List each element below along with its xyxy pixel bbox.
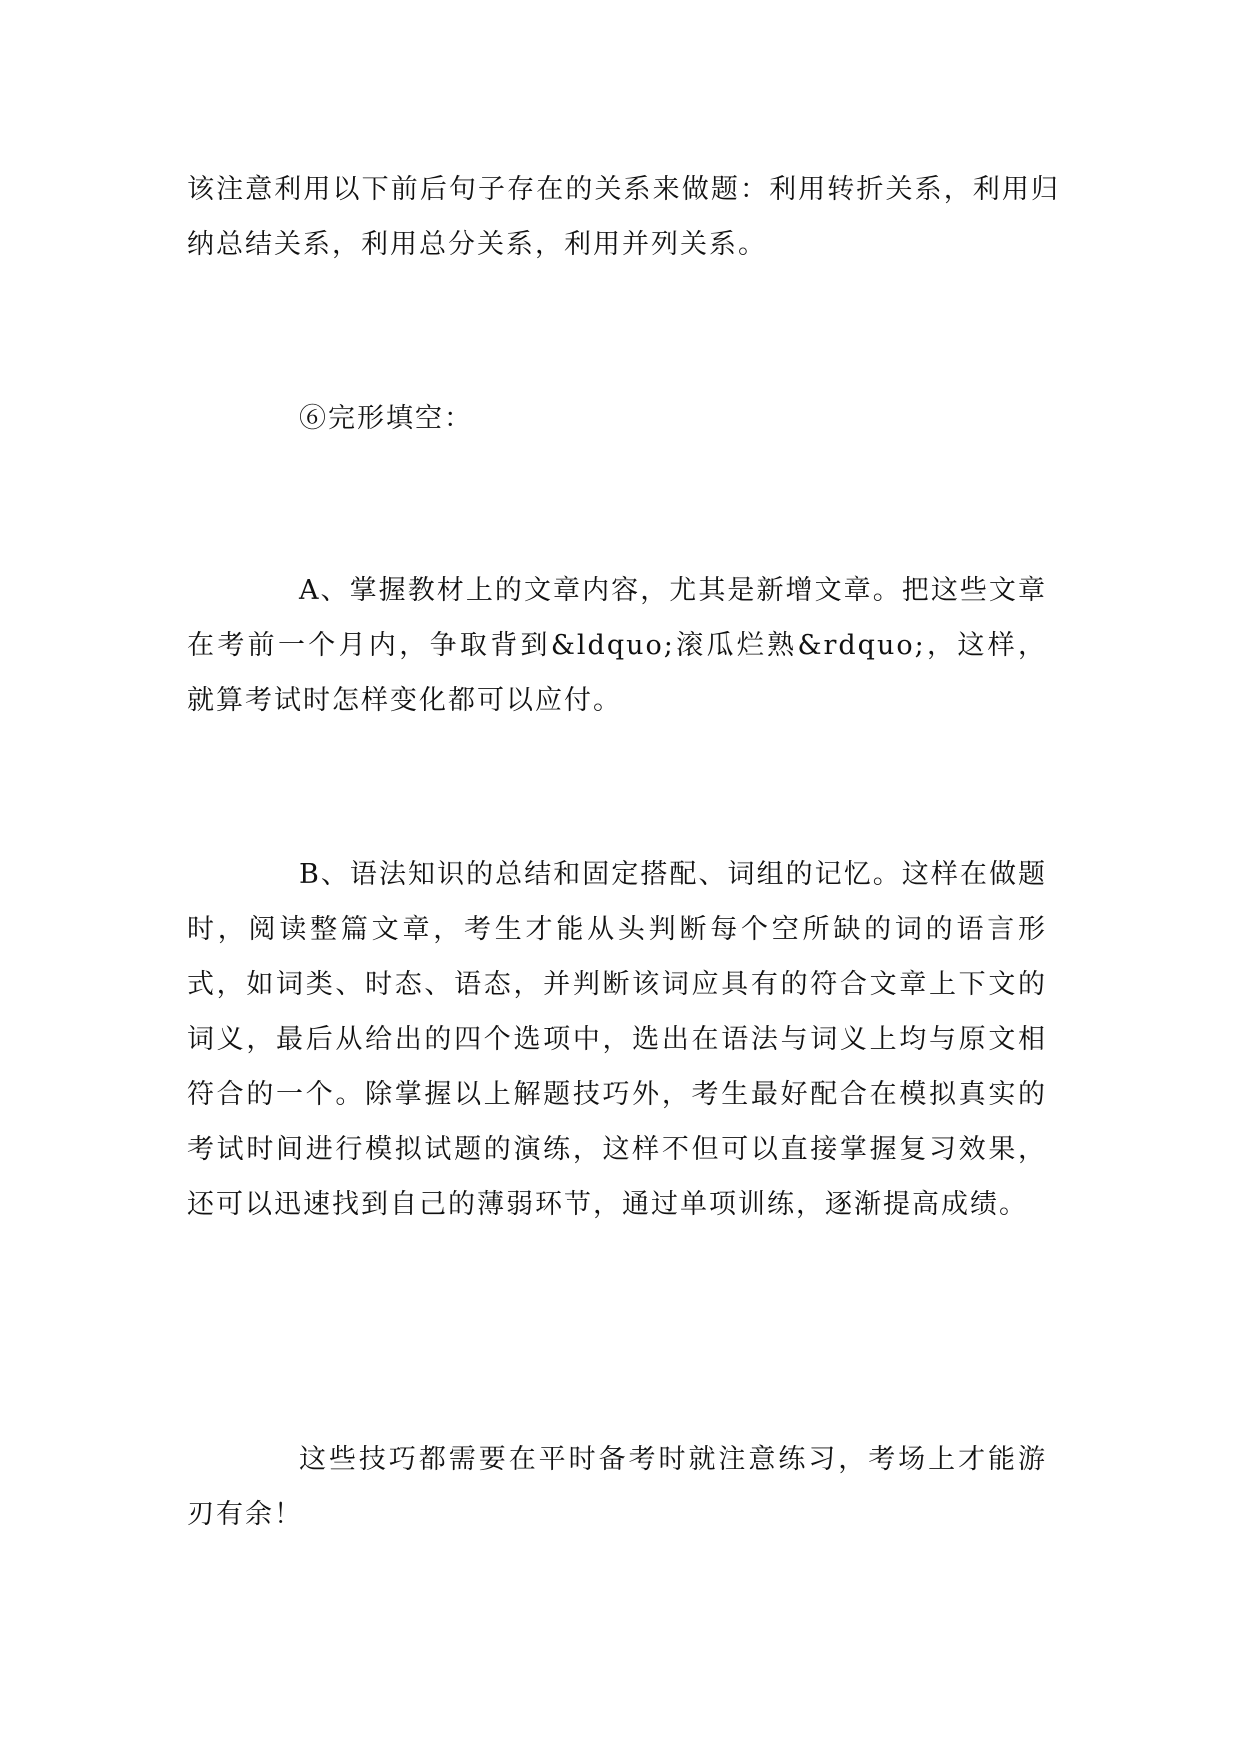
- section-heading-cloze: ⑥完形填空：: [299, 403, 473, 434]
- paragraph-item-b: B、语法知识的总结和固定搭配、词组的记忆。这样在做题时，阅读整篇文章，考生才能从头判断每个空所缺的词的语言形式，如词类、时态、语态，并判断该词应具有的符合文章上下文的词义，最后从给出的四个选项中，选出在语法与词义上均与原文相符合的一个。除掌握以上解题技巧外，考生最好配合在模拟真实的考试时间进行模拟试题的演练，这样不但可以直接掌握复习效果，还可以迅速找到自己的薄弱环节，通过单项训练，逐渐提高成绩。: [187, 859, 1047, 1220]
- paragraph-relations: 该注意利用以下前后句子存在的关系来做题：利用转折关系，利用归纳总结关系，利用总分关系，利用并列关系。: [187, 174, 1060, 260]
- paragraph-conclusion: 这些技巧都需要在平时备考时就注意练习，考场上才能游刃有余！: [187, 1444, 1047, 1530]
- paragraph-item-a: A、掌握教材上的文章内容，尤其是新增文章。把这些文章在考前一个月内，争取背到&ldquo;滚瓜烂熟&rdquo;，这样，就算考试时怎样变化都可以应付。: [187, 575, 1047, 716]
